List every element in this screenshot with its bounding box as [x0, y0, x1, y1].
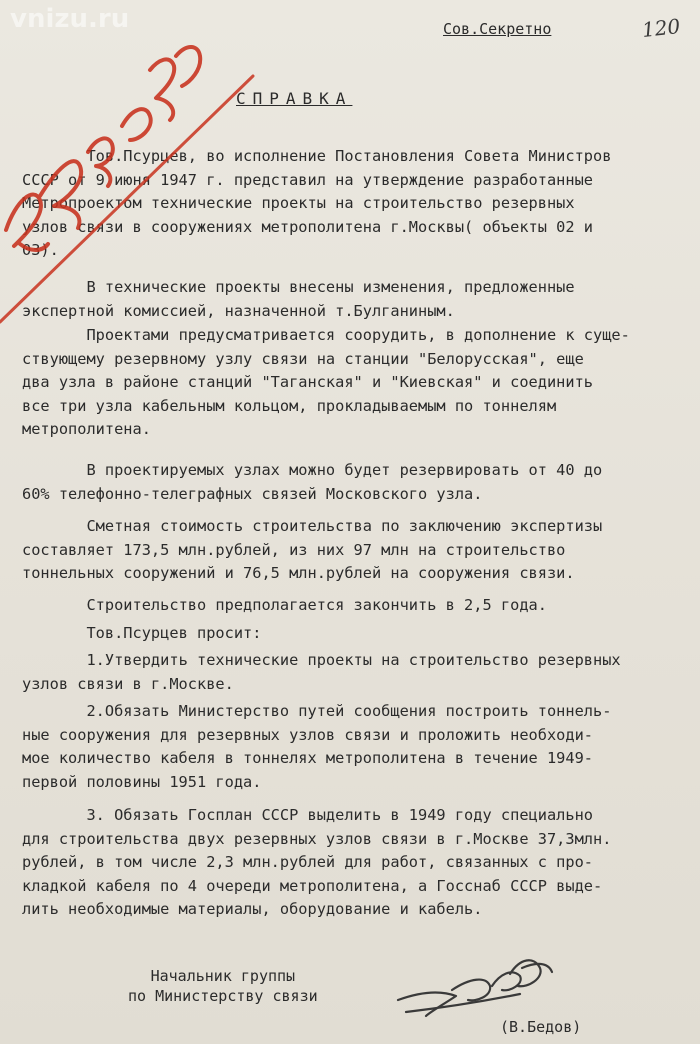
- paragraph-timeline: Строительство предполагается закончить в 2,5 года.: [22, 596, 547, 614]
- document-title: СПРАВКА: [236, 89, 353, 108]
- paragraph-request-2: 2.Обязать Министерство путей сообщения построить тоннель- ные сооружения для резервных узлов связи и проложить необходи- мое количество кабеля в тоннелях метрополитена в течение 1949- первой половины 1951 года.: [22, 702, 612, 791]
- paragraph-project-scope: Проектами предусматривается соорудить, в дополнение к суще- ствующему резервному узлу связи на станции "Белорусская", еще два узла в районе станций "Таганская" и "Киевская" и соединить все три узла кабельным кольцом, прокладываемым по тоннелям метрополитена.: [22, 326, 630, 439]
- paragraph-request-intro: Тов.Псурцев просит:: [22, 624, 262, 642]
- paragraph-reservation: В проектируемых узлах можно будет резервировать от 40 до 60% телефонно-телеграфных связей Московского узла.: [22, 461, 603, 503]
- paragraph-request-3: 3. Обязать Госплан СССР выделить в 1949 году специально для строительства двух резервных узлов связи в г.Москве 37,3млн. рублей, в том числе 2,3 млн.рублей для работ, связанных с про- кладкой кабеля по 4 очереди метрополитена, а Госснаб СССР выде- лить необходимые материалы, оборудование и кабель.: [22, 806, 612, 919]
- paragraph-request-1: 1.Утвердить технические проекты на строительство резервных узлов связи в г.Москве.: [22, 651, 621, 693]
- paragraph-changes: В технические проекты внесены изменения, предложенные экспертной комиссией, назначенной т.Булганиным.: [22, 278, 575, 320]
- watermark: vnizu.ru: [10, 4, 130, 34]
- signer-name: (В.Бедов): [500, 1018, 582, 1036]
- paragraph-intro: Тов.Псурцев, во исполнение Постановления Совета Министров СССР от 9 июня 1947 г. представил на утверждение разработанные Метропроектом технические проекты на строительство резервных узлов связи в сооружениях метрополитена г.Москвы( объекты 02 и 03).: [22, 147, 612, 260]
- signoff-title: Начальник группы по Министерству связи: [128, 967, 318, 1005]
- paragraph-cost: Сметная стоимость строительства по заключению экспертизы составляет 173,5 млн.рублей, из них 97 млн на строительство тоннельных сооружений и 76,5 млн.рублей на сооружения связи.: [22, 517, 603, 583]
- handwritten-signature: [398, 960, 552, 1016]
- classification-mark: Сов.Секретно: [443, 20, 552, 38]
- page-number: 120: [640, 14, 682, 42]
